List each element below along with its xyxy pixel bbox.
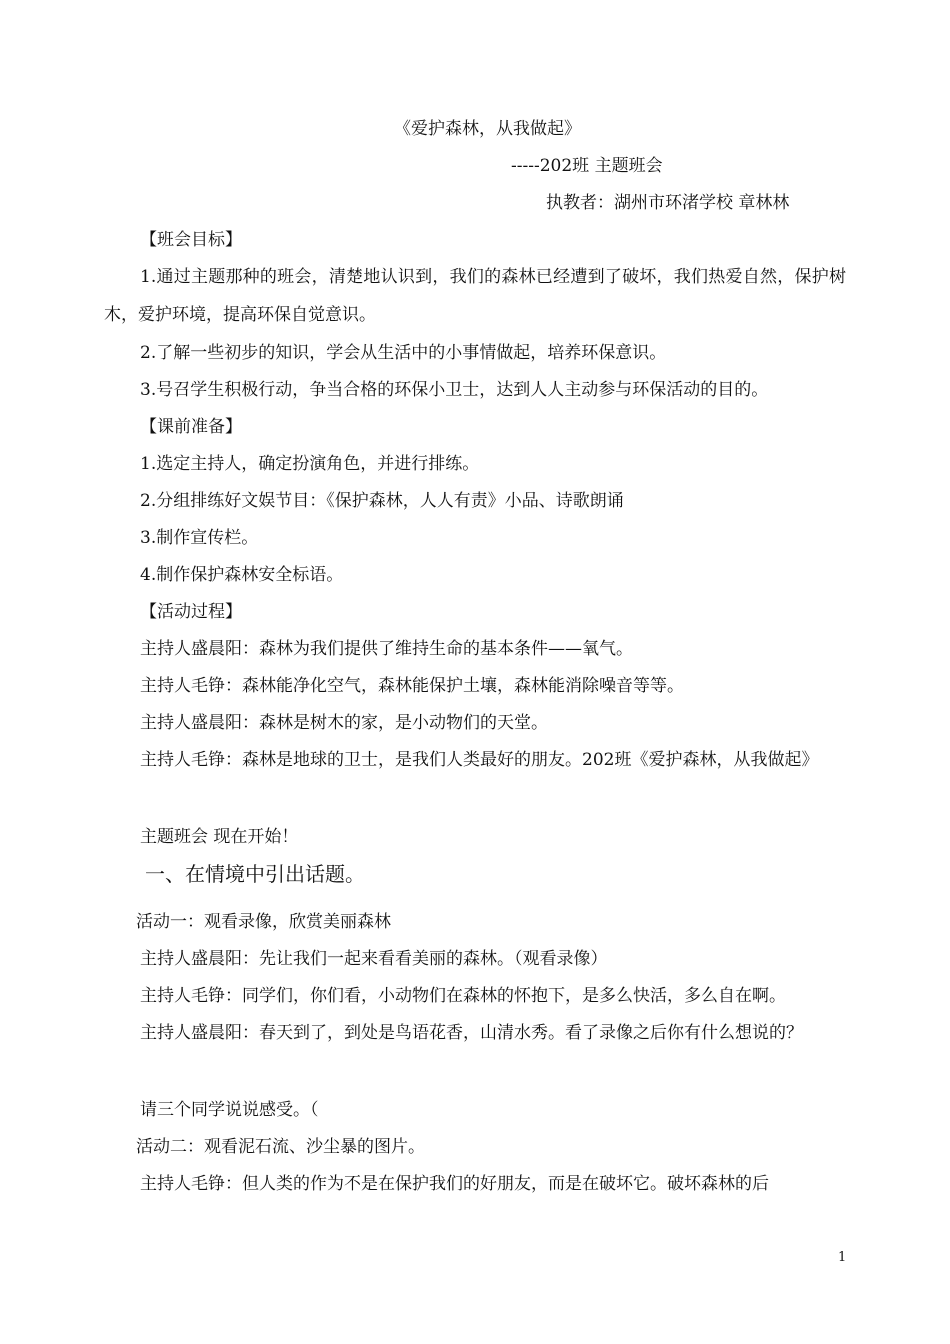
document-subtitle: -----202班 主题班会: [511, 156, 663, 176]
host-line-4: 主持人毛铮：森林是地球的卫士，是我们人类最好的朋友。202班《爱护森林，从我做起》: [140, 750, 819, 770]
goal-item-2: 2.了解一些初步的知识，学会从生活中的小事情做起，培养环保意识。: [140, 343, 667, 363]
page-number: 1: [838, 1250, 847, 1265]
author-line: 执教者：湖州市环渚学校 章林林: [546, 193, 790, 213]
goal-item-1: 1.通过主题那种的班会，清楚地认识到，我们的森林已经遭到了破坏，我们热爱自然，保护树木，爱护环境，提高环保自觉意识。: [104, 267, 846, 325]
host-line-7: 主持人盛晨阳：春天到了，到处是鸟语花香，山清水秀。看了录像之后你有什么想说的？: [140, 1023, 803, 1043]
prep-item-4: 4.制作保护森林安全标语。: [140, 565, 344, 585]
section-heading-prep: 【课前准备】: [140, 417, 242, 437]
host-line-8: 主持人毛铮：但人类的作为不是在保护我们的好朋友，而是在破坏它。破坏森林的后: [140, 1174, 769, 1194]
host-line-2: 主持人毛铮：森林能净化空气，森林能保护土壤，森林能消除噪音等等。: [140, 676, 684, 696]
activity-2: 活动二：观看泥石流、沙尘暴的图片。: [136, 1137, 425, 1157]
goal-item-3: 3.号召学生积极行动，争当合格的环保小卫士，达到人人主动参与环保活动的目的。: [140, 380, 769, 400]
document-title: 《爱护森林，从我做起》: [394, 119, 581, 139]
host-line-5: 主持人盛晨阳：先让我们一起来看看美丽的森林。（观看录像）: [140, 949, 608, 969]
host-line-3: 主持人盛晨阳：森林是树木的家，是小动物们的天堂。: [140, 713, 548, 733]
section-heading-process: 【活动过程】: [140, 602, 242, 622]
prep-item-2: 2.分组排练好文娱节目：《保护森林，人人有责》小品、诗歌朗诵: [140, 491, 624, 511]
host-line-1: 主持人盛晨阳：森林为我们提供了维持生命的基本条件——氧气。: [140, 639, 633, 659]
activity-1: 活动一：观看录像，欣赏美丽森林: [136, 912, 391, 932]
section-heading-goals: 【班会目标】: [140, 230, 242, 250]
part-one-heading: 一、在情境中引出话题。: [145, 862, 365, 886]
prep-item-3: 3.制作宣传栏。: [140, 528, 259, 548]
meeting-start: 主题班会 现在开始！: [140, 827, 299, 847]
prep-item-1: 1.选定主持人，确定扮演角色，并进行排练。: [140, 454, 480, 474]
invite-line: 请三个同学说说感受。（: [140, 1100, 319, 1120]
host-line-6: 主持人毛铮：同学们，你们看，小动物们在森林的怀抱下，是多么快活，多么自在啊。: [140, 986, 786, 1006]
